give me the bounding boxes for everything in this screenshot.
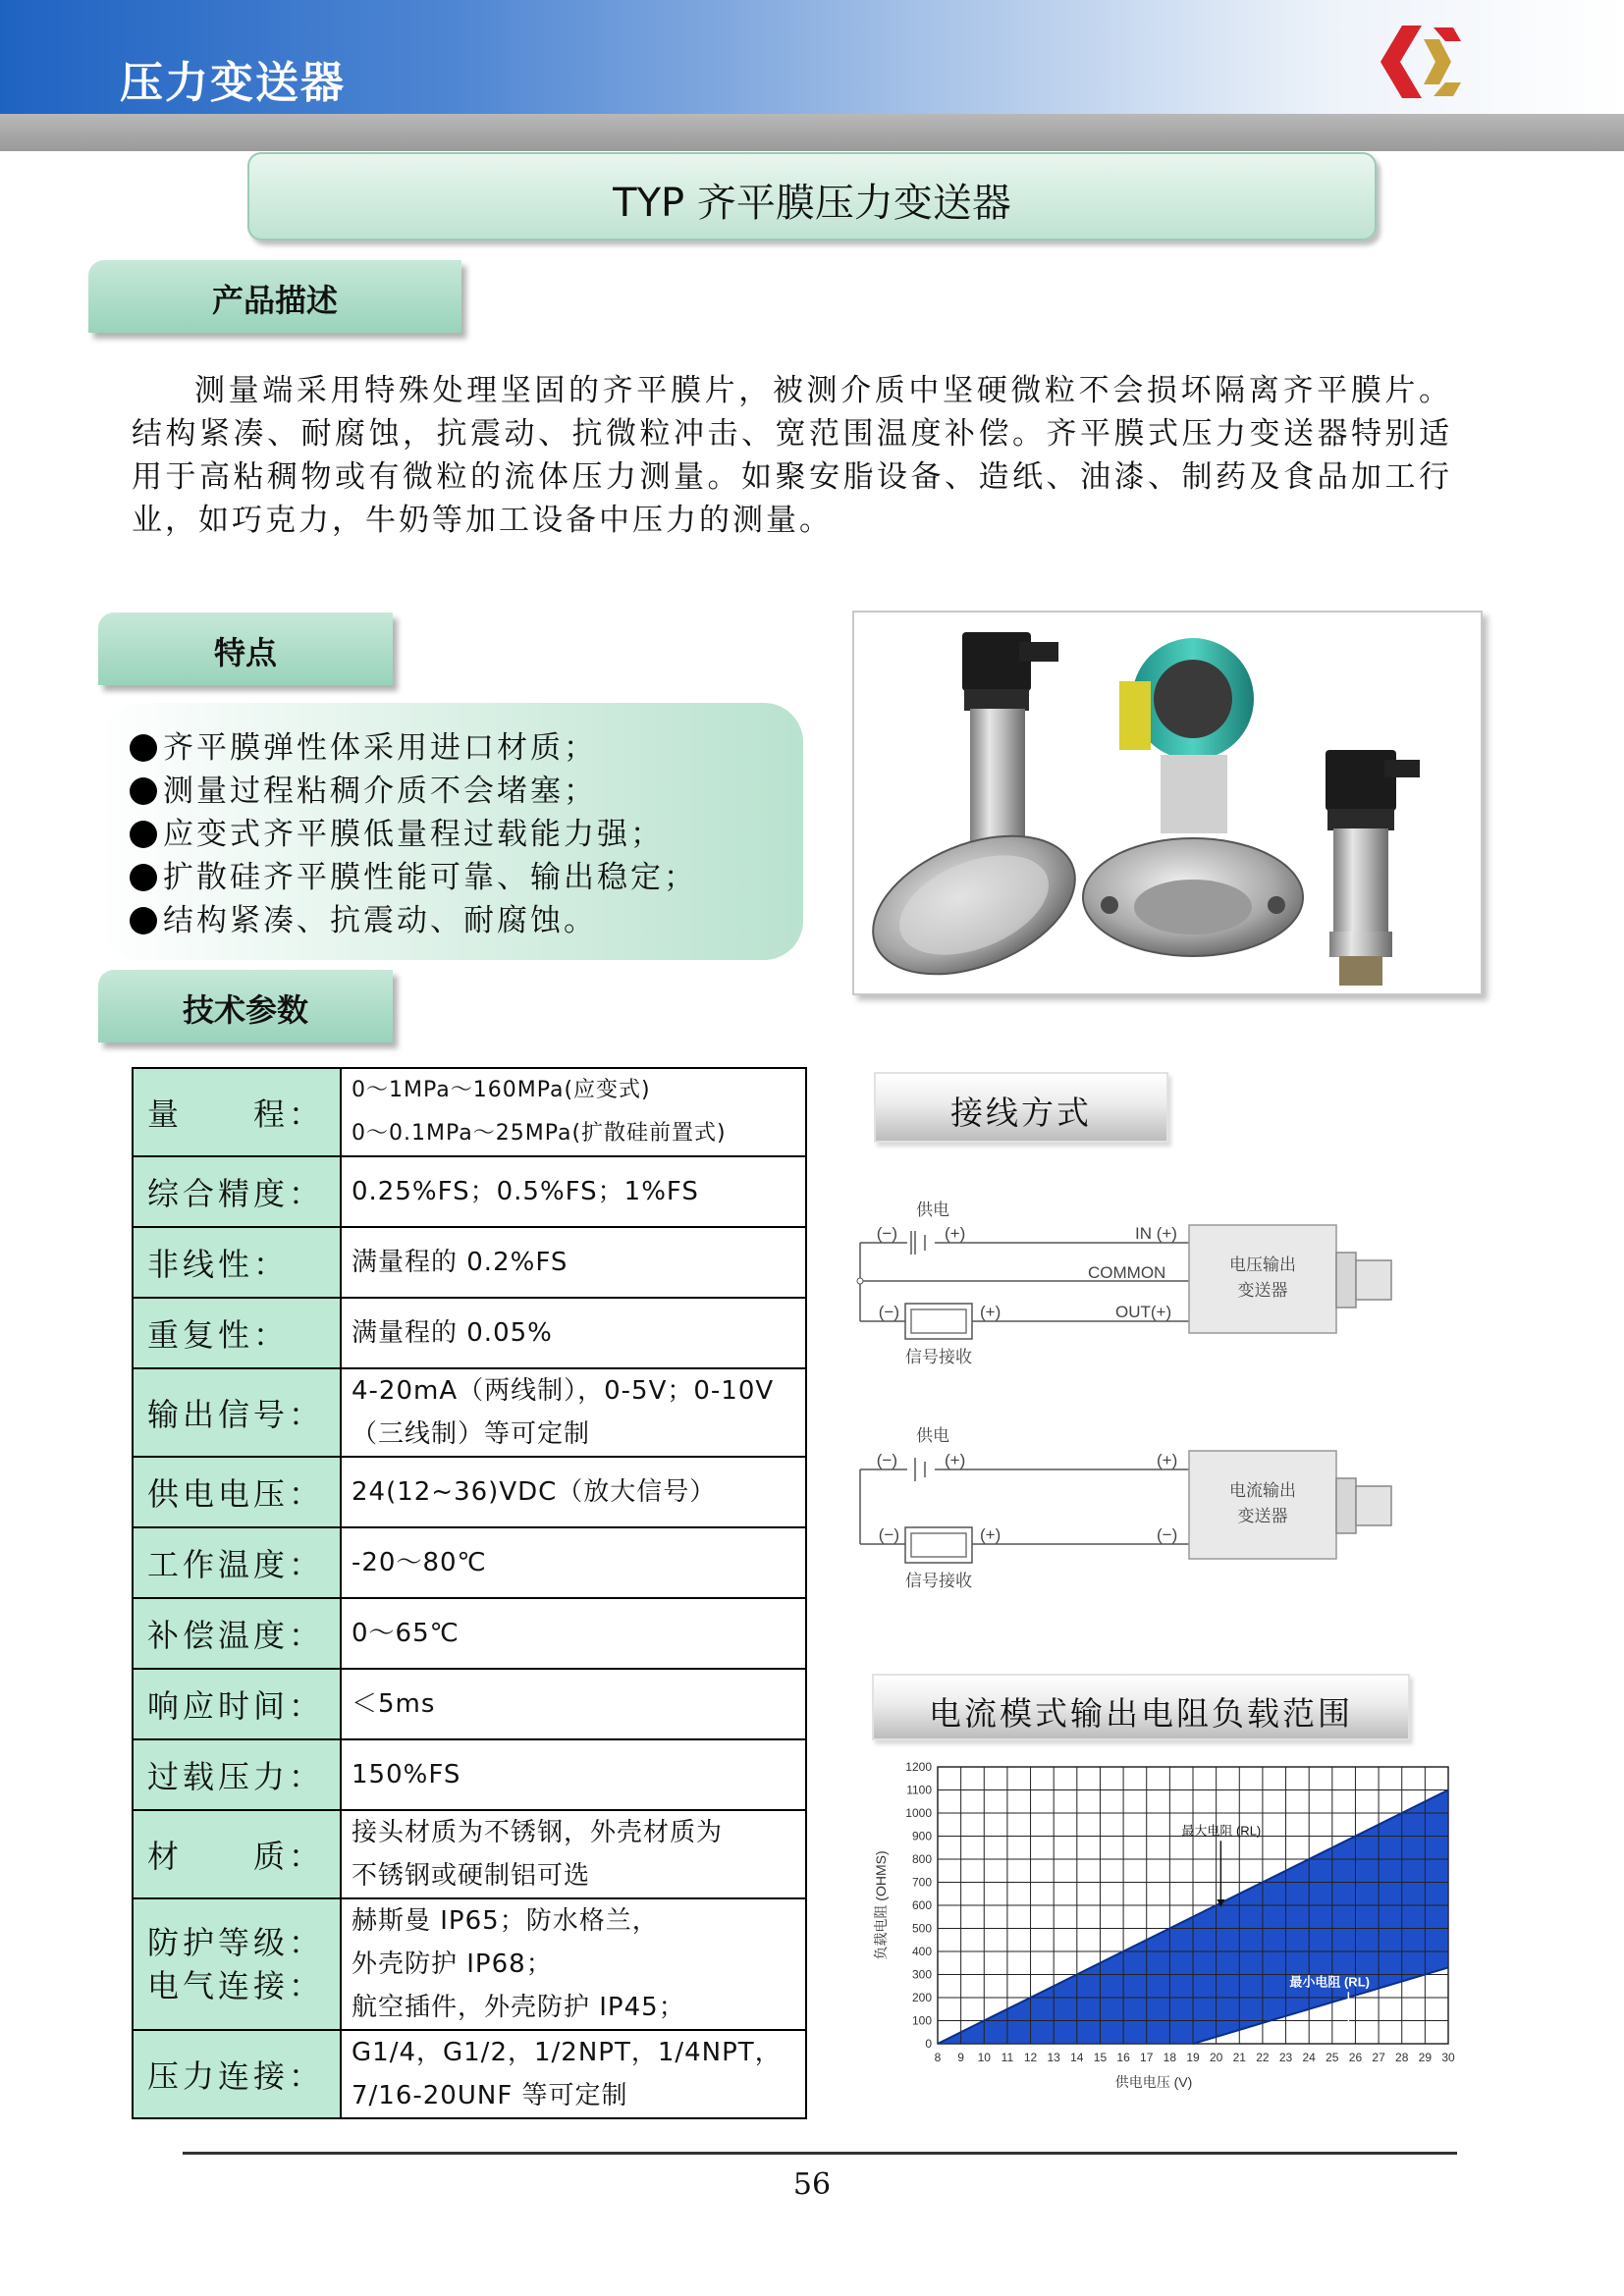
feature-item: 齐平膜弹性体采用进口材质； [130,726,697,770]
wiring-plus-label: (+) [980,1303,1001,1321]
table-row [133,1898,806,2030]
y-tick-label: 1200 [905,1760,932,1774]
feature-item: 应变式齐平膜低量程过载能力强； [130,813,697,856]
y-tick-label: 200 [911,1991,932,2004]
y-tick-label: 1000 [905,1806,932,1820]
features-list [130,726,697,942]
wiring-minus-label: (−) [1157,1525,1178,1544]
wiring-plus-label: (+) [980,1525,1001,1544]
table-row [133,1368,806,1457]
y-tick-label: 600 [911,1898,932,1912]
spec-value: 4-20mA（两线制），0-5V；0-10V （三线制）等可定制 [341,1368,806,1457]
spec-label: 综合精度： [133,1156,341,1227]
spec-label: 输出信号： [133,1368,341,1457]
spec-label: 防护等级： 电气连接： [133,1898,341,2030]
bullet-icon [130,777,157,805]
voltage-device-label: 电压输出 [1229,1255,1296,1274]
product-title: TYP 齐平膜压力变送器 [613,181,1011,226]
x-tick-label: 28 [1395,2051,1409,2064]
wiring-in-label: IN (+) [1135,1224,1177,1243]
voltage-device-label: 变送器 [1237,1281,1288,1300]
wiring-plus-label: (+) [945,1451,966,1469]
table-row [133,1527,806,1598]
table-row [133,1068,806,1156]
spec-label: 补偿温度： [133,1598,341,1669]
x-tick-label: 25 [1326,2051,1339,2064]
bullet-icon [130,864,157,891]
table-row [133,1298,806,1368]
spec-value: 24(12~36)VDC（放大信号） [341,1457,806,1527]
y-tick-label: 100 [911,2013,932,2028]
chart-title: 电流模式输出电阻负载范围 [929,1694,1353,1733]
x-tick-label: 16 [1116,2051,1130,2064]
spec-label: 供电电压： [133,1457,341,1527]
wiring-diagram [850,1188,1420,1610]
current-device-label: 电流输出 [1229,1481,1296,1500]
footer-line [183,2152,1457,2155]
x-tick-label: 9 [957,2051,964,2064]
feature-item: 扩散硅齐平膜性能可靠、输出稳定； [130,856,697,899]
wiring-minus-label: (−) [876,1224,897,1243]
table-row [133,2030,806,2118]
table-row [133,1810,806,1898]
page-number: 56 [792,2167,832,2202]
section-title-params: 技术参数 [182,991,308,1029]
chart-title-pill [872,1674,1410,1740]
table-row [133,1156,806,1227]
spec-value: 接头材质为不锈钢，外壳材质为 不锈钢或硬制铝可选 [341,1810,806,1898]
x-tick-label: 30 [1441,2051,1455,2064]
x-tick-label: 21 [1232,2051,1246,2064]
section-tab-features [98,613,393,685]
spec-label: 量 程： [133,1068,341,1156]
y-axis-label: 负载电阻 (OHMS) [873,1850,889,1960]
header-strip [0,114,1624,151]
spec-value: 满量程的 0.2%FS [341,1227,806,1298]
spec-value: ＜5ms [341,1669,806,1739]
y-tick-label: 1100 [906,1783,932,1797]
spec-value: 满量程的 0.05% [341,1298,806,1368]
current-device-label: 变送器 [1237,1507,1288,1525]
page-header-title: 压力变送器 [120,58,346,108]
wiring-supply-label: 供电 [916,1426,949,1445]
wiring-supply-label: 供电 [916,1201,949,1219]
spec-label: 重复性： [133,1298,341,1368]
x-tick-label: 13 [1047,2051,1060,2064]
wiring-minus-label: (−) [876,1451,897,1469]
spec-value: 0～65℃ [341,1598,806,1669]
spec-label: 非线性： [133,1227,341,1298]
wiring-title-pill [874,1072,1168,1143]
x-tick-label: 8 [934,2051,942,2064]
x-tick-label: 14 [1070,2051,1084,2064]
y-tick-label: 400 [911,1945,932,1958]
feature-item: 测量过程粘稠介质不会堵塞； [130,770,697,813]
load-resistance-chart [864,1747,1473,2120]
y-tick-label: 800 [911,1852,932,1866]
x-tick-label: 12 [1023,2051,1038,2064]
wiring-minus-label: (−) [878,1303,899,1321]
section-title-features: 特点 [213,634,277,671]
y-tick-label: 900 [911,1829,932,1843]
series-label: 最小电阻 (RL) [1289,1974,1370,1990]
y-tick-label: 0 [925,2037,932,2051]
wiring-common-label: COMMON [1088,1263,1166,1282]
x-tick-label: 17 [1140,2051,1154,2064]
x-tick-label: 11 [1001,2051,1014,2064]
x-tick-label: 19 [1186,2051,1200,2064]
y-tick-label: 300 [911,1967,932,1982]
bullet-icon [130,734,157,762]
company-logo-icon [1375,22,1463,102]
spec-label: 过载压力： [133,1739,341,1810]
bullet-icon [130,907,157,934]
wiring-receiver-label: 信号接收 [905,1348,972,1366]
spec-label: 材 质： [133,1810,341,1898]
x-tick-label: 18 [1163,2051,1177,2064]
section-tab-params [98,970,393,1042]
table-row [133,1739,806,1810]
wiring-out-label: OUT(+) [1115,1303,1172,1321]
spec-label: 压力连接： [133,2030,341,2118]
x-tick-label: 24 [1302,2051,1316,2064]
product-photo-illustration [854,613,1481,993]
x-tick-label: 26 [1348,2051,1363,2064]
x-tick-label: 23 [1278,2051,1293,2064]
wiring-receiver-label: 信号接收 [905,1572,972,1590]
wiring-minus-label: (−) [878,1525,899,1544]
x-tick-label: 10 [977,2051,991,2064]
spec-value: 0.25%FS；0.5%FS；1%FS [341,1156,806,1227]
x-tick-label: 29 [1418,2051,1433,2064]
spec-label: 响应时间： [133,1669,341,1739]
section-title-description: 产品描述 [211,282,338,319]
spec-label: 工作温度： [133,1527,341,1598]
spec-table [132,1067,807,2119]
feature-item: 结构紧凑、抗震动、耐腐蚀。 [130,899,697,942]
wiring-plus-label: (+) [945,1224,966,1243]
spec-value: G1/4，G1/2，1/2NPT，1/4NPT， 7/16-20UNF 等可定制 [341,2030,806,2118]
x-tick-label: 20 [1209,2051,1223,2064]
y-tick-label: 500 [911,1921,932,1936]
product-photo [852,611,1483,995]
table-row [133,1669,806,1739]
product-description: 测量端采用特殊处理坚固的齐平膜片，被测介质中坚硬微粒不会损坏隔离齐平膜片。结构紧凑、耐腐蚀，抗震动、抗微粒冲击、宽范围温度补偿。齐平膜式压力变送器特别适用于高粘稠物或有微粒的流体压力测量。如聚安脂设备、造纸、油漆、制药及食品加工行业，如巧克力，牛奶等加工设备中压力的测量。 [132,373,1452,538]
bullet-icon [130,821,157,848]
table-row [133,1598,806,1669]
spec-value: -20～80℃ [341,1527,806,1598]
table-row [133,1227,806,1298]
wiring-title: 接线方式 [950,1094,1092,1132]
spec-value: 赫斯曼 IP65；防水格兰， 外壳防护 IP68； 航空插件，外壳防护 IP45； [341,1898,806,2030]
table-row [133,1457,806,1527]
section-tab-description [88,260,461,333]
wiring-plus-label: (+) [1157,1451,1178,1469]
series-label: 最大电阻 (RL) [1181,1823,1262,1839]
spec-value: 0～1MPa～160MPa(应变式) 0～0.1MPa～25MPa(扩散硅前置式) [341,1068,806,1156]
x-axis-label: 供电电压 (V) [1114,2074,1193,2090]
x-tick-label: 27 [1372,2051,1385,2064]
y-tick-label: 700 [911,1875,932,1890]
x-tick-label: 22 [1256,2051,1270,2064]
spec-value: 150%FS [341,1739,806,1810]
product-title-banner [247,152,1377,240]
x-tick-label: 15 [1093,2051,1108,2064]
